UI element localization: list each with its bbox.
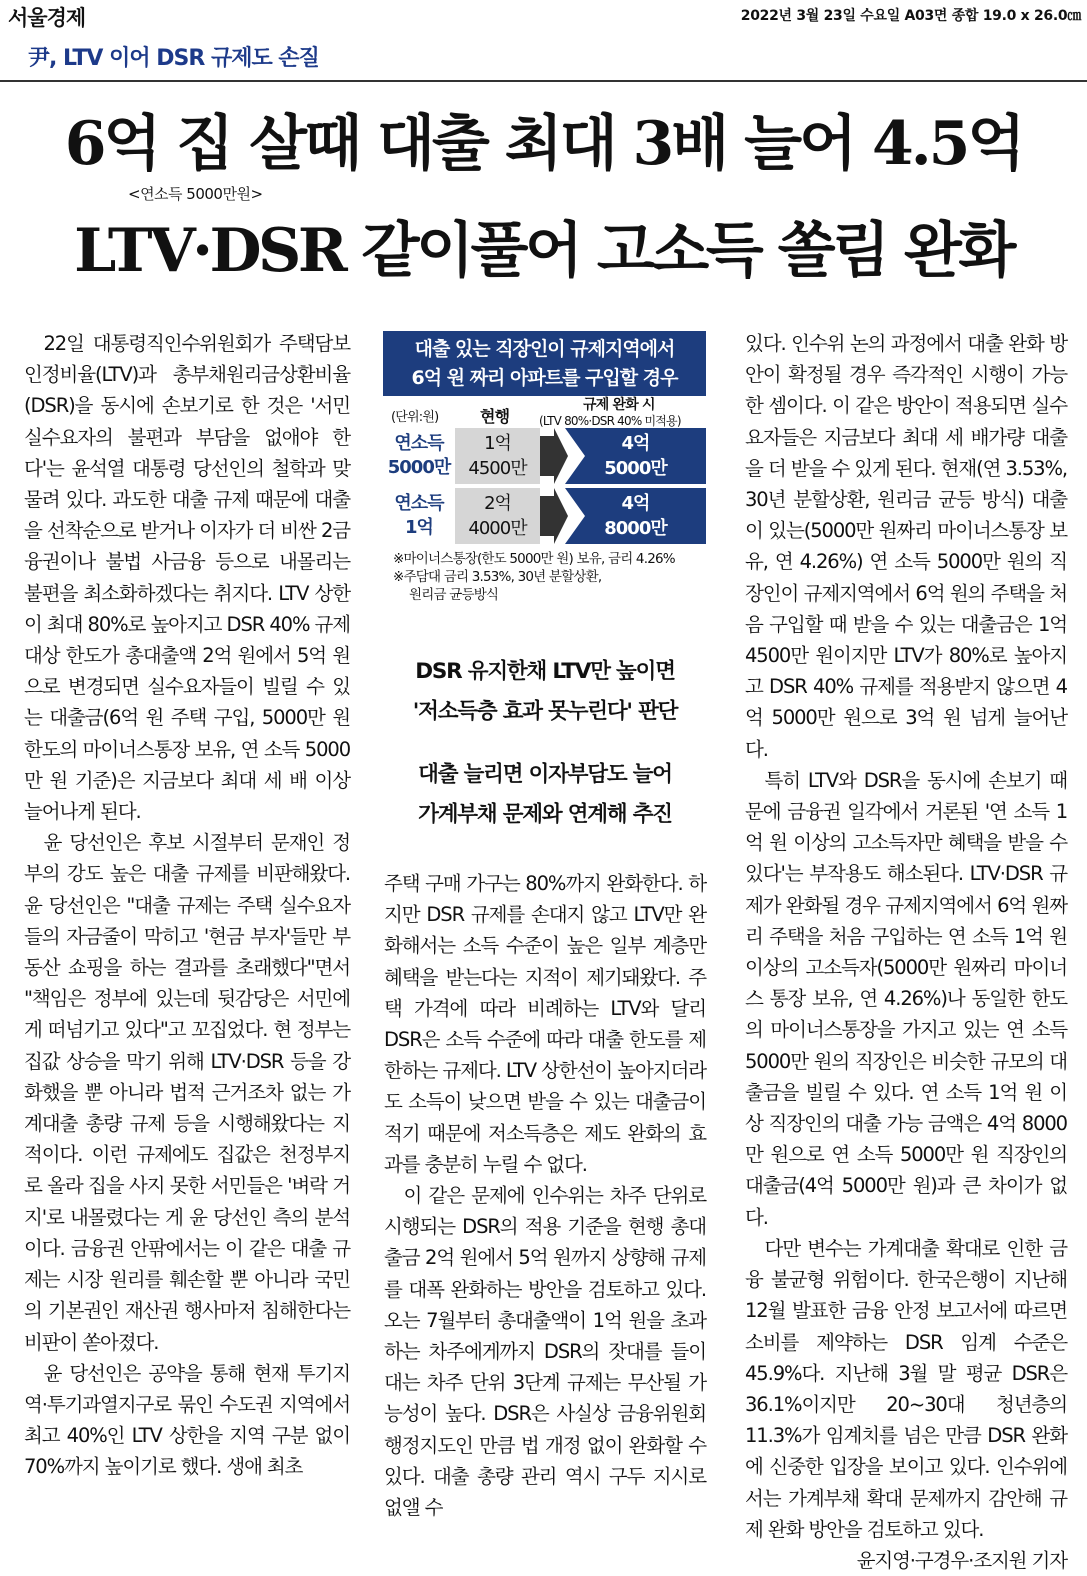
subheadline-line: '저소득층 효과 못누린다' 판단 (412, 699, 678, 724)
infographic-note: 원리금 균등방식 (409, 587, 499, 603)
income-label-line: 연소득 (394, 433, 444, 454)
income-label-line: 1억 (405, 517, 433, 538)
paragraph: 윤 당선인은 공약을 통해 현재 투기지역·투기과열지구로 묶인 수도권 지역에서 최고 40%인 LTV 상한을 지역 구분 없이 70%까지 높이기로 했다. 생애 최초 (24, 1361, 350, 1479)
income-label (383, 492, 455, 540)
relaxed-sublabel: (LTV 80%·DSR 40% 미적용) (539, 414, 681, 428)
relaxed-loan-line: 4억 (621, 493, 650, 514)
current-loan-cell (455, 428, 540, 484)
relaxed-loan-cell (565, 488, 706, 544)
relaxed-label: 규제 완화 시 (583, 397, 655, 413)
paragraph: 22일 대통령직인수위원회가 주택담보인정비율(LTV)과 총부채원리금상환비율(DSR)을 동시에 손보기로 한 것은 '서민 실수요자의 불편과 부담을 없애야 한다'는 윤석열 대통령 당선인의 철학과 맞물려 있다. 과도한 대출 규제 때문에 대출을 선착순으로 받거나 이자가 더 비싼 2금융권이나 불법 사금융 등으로 내몰리는 불편을 최소화하겠다는 취지다. LTV 상한이 최대 80%로 높아지고 DSR 40% 규제 대상 한도가 총대출액 2억 원에서 5억 원으로 변경되면 실수요자들이 빌릴 수 있는 대출금(6억 원 주택 구입, 5000만 원 한도의 마이너스통장 보유, 연 소득 5000만 원 기준)은 지금보다 최대 세 배 이상 늘어나게 된다. (24, 332, 350, 824)
paragraph: 특히 LTV와 DSR을 동시에 손보기 때문에 금융권 일각에서 거론된 '연 소득 1억 원 이상의 고소득자만 혜택을 받을 수 있다'는 부작용도 해소된다. LTV·DSR 규제가 완화될 경우 규제지역에서 6억 원짜리 주택을 처음 구입하는 연 소득 1억 원 이상의 고소득자(5000만 원짜리 마이너스 통장 보유, 연 4.26%)나 동일한 한도의 마이너스통장을 가지고 있는 연 소득 5000만 원의 직장인은 비슷한 규모의 대출금을 빌릴 수 있다. 연 소득 1억 원 이상 직장인의 대출 가능 금액은 4억 8000만 원으로 연 소득 5000만 원 직장인의 대출금(4억 5000만 원)과 큰 차이가 없다. (745, 768, 1067, 1229)
headline-main: 6억 집 살때 대출 최대 3배 늘어 4.5억 (64, 109, 1023, 179)
infographic-title-line: 대출 있는 직장인이 규제지역에서 (414, 338, 675, 360)
publication-name: 서울경제 (8, 6, 86, 30)
current-label: 현행 (480, 407, 510, 426)
infographic-row (383, 488, 706, 544)
subheadline-line: DSR 유지한채 LTV만 높이면 (415, 659, 675, 684)
edition-meta: 2022년 3월 23일 수요일 A03면 종합 19.0 x 26.0㎝ (740, 8, 1081, 24)
infographic-title-line: 6억 원 짜리 아파트를 구입할 경우 (411, 367, 678, 389)
article-column-2 (384, 868, 706, 1523)
paragraph: 이 같은 문제에 인수위는 차주 단위로 시행되는 DSR의 적용 기준을 현행 총대출금 2억 원에서 5억 원까지 상향해 규제를 대폭 완화하는 방안을 검토하고 있다. 오는 7월부터 총대출액이 1억 원을 초과하는 차주에게까지 DSR의 잣대를 들이대는 차주 단위 3단계 규제는 무산될 가능성이 높다. DSR은 사실상 금융위원회 행정지도인 만큼 법 개정 없이 완화할 수 있다. 대출 총량 관리 역시 구두 지시로 없앨 수 (384, 1184, 706, 1520)
paragraph: 주택 구매 가구는 80%까지 완화한다. 하지만 DSR 규제를 손대지 않고 LTV만 완화해서는 소득 수준이 높은 일부 계층만 혜택을 받는다는 지적이 제기돼왔다. 주택 가격에 따라 비례하는 LTV와 달리 DSR은 소득 수준에 따라 대출 한도를 제한하는 규제다. LTV 상한선이 높아지더라도 소득이 낮으면 받을 수 있는 대출금이 적기 때문에 저소득층은 제도 완화의 효과를 충분히 누릴 수 없다. (384, 872, 706, 1176)
current-loan-line: 4500만 (468, 458, 527, 479)
infographic-legend (383, 396, 706, 428)
subheadline-b (384, 759, 706, 839)
relaxed-loan-cell (565, 428, 706, 484)
current-loan-cell (455, 488, 540, 544)
relaxed-loan-line: 4억 (621, 433, 650, 454)
paragraph (745, 1233, 1067, 1572)
relaxed-loan-line: 8000만 (604, 518, 667, 539)
infographic-note: ※주담대 금리 3.53%, 30년 분할상환, (393, 569, 602, 585)
income-label-line: 연소득 (394, 493, 444, 514)
article-column-3 (745, 328, 1067, 1576)
header-rule (0, 80, 1087, 82)
paragraph: 윤 당선인은 후보 시절부터 문재인 정부의 강도 높은 대출 규제를 비판해왔다. 윤 당선인은 "대출 규제는 주택 실수요자들의 자금줄이 막히고 '현금 부자'들만 부동산 쇼핑을 하는 결과를 초래했다"면서 "책임은 정부에 있는데 뒷감당은 서민에게 떠넘기고 있다"고 꼬집었다. 현 정부는 집값 상승을 막기 위해 LTV·DSR 등을 강화했을 뿐 아니라 법적 근거조차 없는 가계대출 총량 규제 등을 시행해왔다는 지적이다. 이런 규제에도 집값은 천정부지로 올라 집을 사지 못한 서민들은 '벼락 거지'로 내몰렸다는 게 윤 당선인 측의 분석이다. 금융권 안팎에서는 이 같은 대출 규제는 시장 원리를 훼손할 뿐 아니라 국민의 기본권인 재산권 행사마저 침해한다는 비판이 쏟아졌다. (24, 831, 350, 1354)
infographic-title (383, 331, 706, 396)
infographic-note: ※마이너스통장(한도 5000만 원) 보유, 금리 4.26% (393, 551, 675, 567)
paragraph: 있다. 인수위 논의 과정에서 대출 완화 방안이 확정될 경우 즉각적인 시행이 가능한 셈이다. 이 같은 방안이 적용되면 실수요자들은 지금보다 최대 세 배가량 대출을 더 받을 수 있게 된다. 현재(연 3.53%, 30년 분할상환, 원리금 균등 방식) 대출이 있는(5000만 원짜리 마이너스통장 보유, 연 4.26%) 연 소득 5000만 원의 직장인이 규제지역에서 6억 원의 주택을 처음 구입할 때 받을 수 있는 대출금은 1억 4500만 원이지만 LTV가 80%로 높아지고 DSR 40% 규제를 적용받지 않으면 4억 5000만 원으로 3억 원 넘게 늘어난다. (745, 332, 1067, 761)
kicker: 尹, LTV 이어 DSR 규제도 손질 (28, 46, 319, 71)
article-column-1 (24, 328, 350, 1483)
headline-note: <연소득 5000만원> (128, 185, 263, 203)
unit-label: (단위:원) (391, 410, 439, 425)
current-loan-line: 2억 (484, 493, 511, 514)
subheadline-a (384, 656, 706, 736)
paragraph-text: 다만 변수는 가계대출 확대로 인한 금융 불균형 위험이다. 한국은행이 지난해 12월 발표한 금융 안정 보고서에 따르면 소비를 제약하는 DSR 임계 수준은 45.9%다. 지난해 3월 말 평균 DSR은 36.1%이지만 20~30대 청년층의 11.3%가 임계치를 넘은 만큼 DSR 완화에 신중한 입장을 보이고 있다. 인수위에서는 가계부채 확대 문제까지 감안해 규제 완화 방안을 검토하고 있다. (745, 1236, 1067, 1541)
current-loan-line: 4000만 (468, 518, 527, 539)
income-label (383, 432, 455, 480)
subheadline-line: 대출 늘리면 이자부담도 늘어 (418, 762, 672, 787)
headline-second: LTV·DSR 같이풀어 고소득 쏠림 완화 (74, 216, 1013, 286)
infographic-row (383, 428, 706, 484)
relaxed-loan-line: 5000만 (604, 458, 667, 479)
current-loan-line: 1억 (484, 433, 511, 454)
income-label-line: 5000만 (387, 457, 451, 478)
subheadline-line: 가계부채 문제와 연계해 추진 (418, 802, 672, 827)
infographic (383, 331, 706, 604)
byline: 윤지영·구경우·조지원 기자 (856, 1548, 1067, 1572)
